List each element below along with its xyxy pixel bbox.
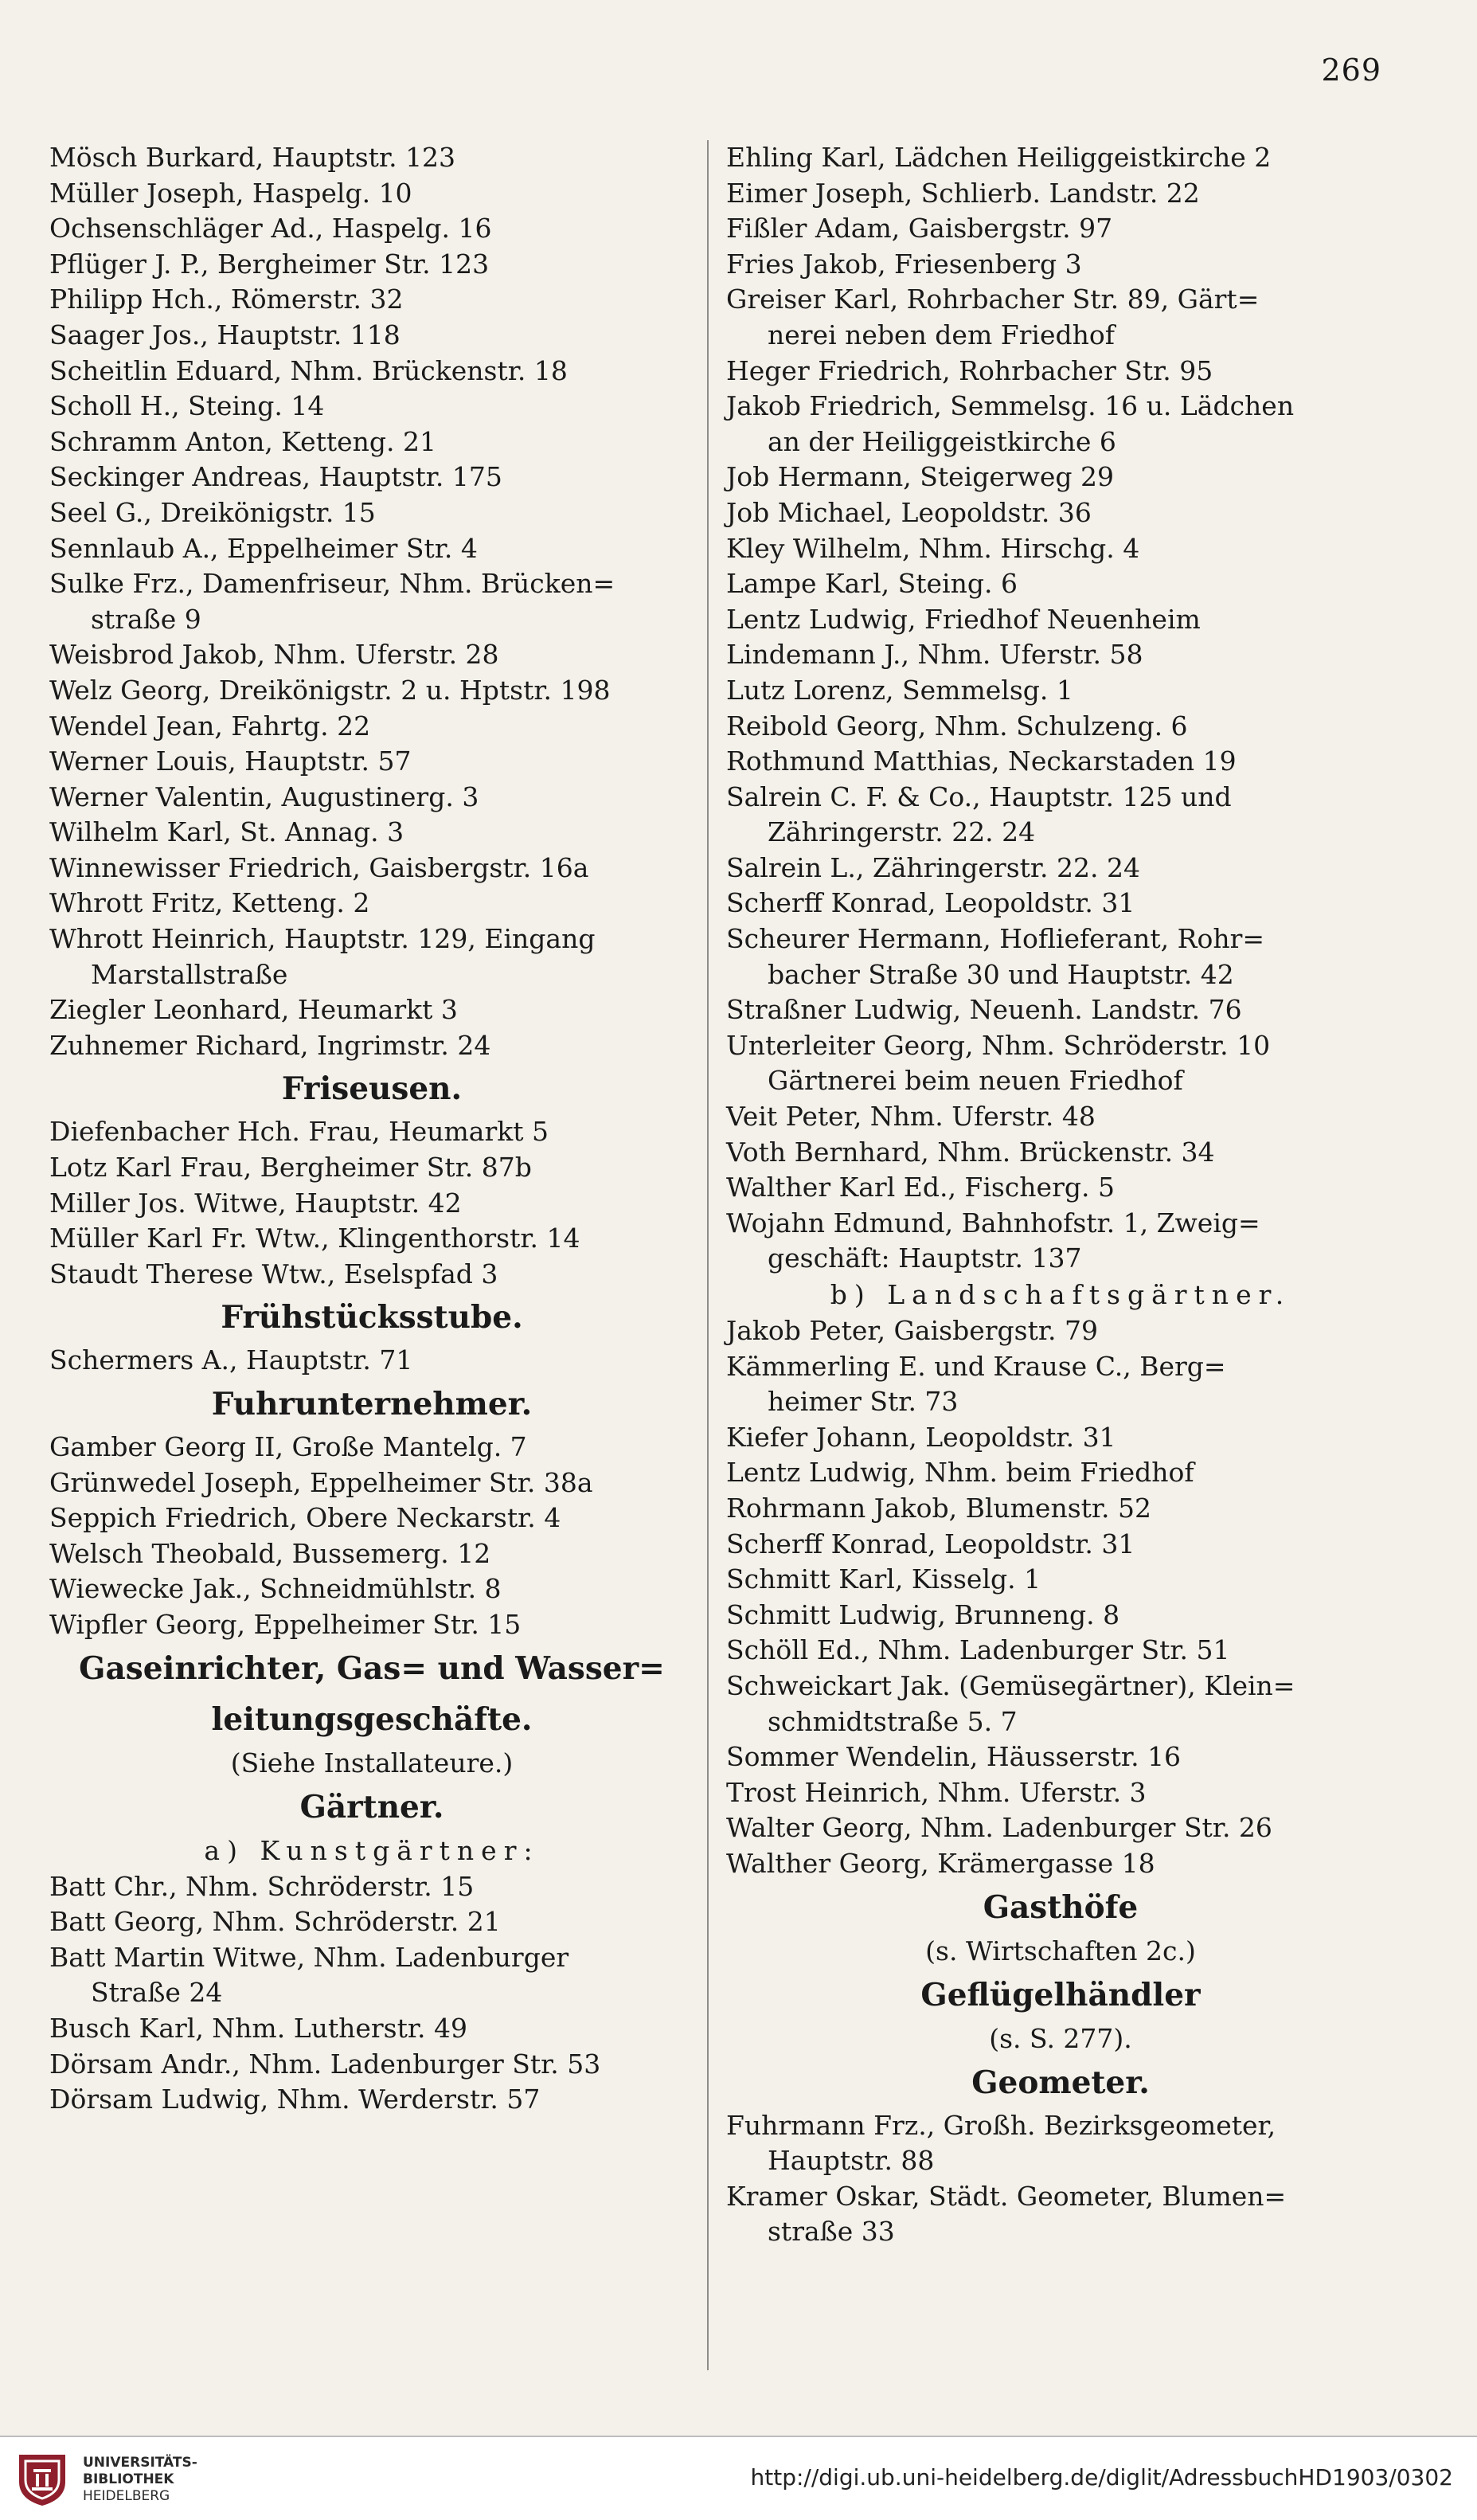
directory-entry: Sommer Wendelin, Häusserstr. 16	[726, 1741, 1182, 1773]
directory-entry: Dörsam Ludwig, Nhm. Werderstr. 57	[49, 2084, 541, 2115]
directory-entry: Scherff Konrad, Leopoldstr. 31	[726, 887, 1135, 919]
directory-entry: Unterleiter Georg, Nhm. Schröderstr. 10	[726, 1029, 1271, 1061]
section-heading: leitungsgeschäfte.	[211, 1700, 533, 1738]
directory-entry: Job Michael, Leopoldstr. 36	[726, 496, 1092, 528]
section-heading: Gärtner.	[299, 1788, 444, 1825]
directory-entry: Fuhrmann Frz., Großh. Bezirksgeometer,	[726, 2109, 1276, 2141]
directory-entry: Weisbrod Jakob, Nhm. Uferstr. 28	[49, 639, 499, 671]
directory-entry-continuation: Marstallstraße	[91, 958, 288, 990]
directory-entry: Voth Bernhard, Nhm. Brückenstr. 34	[726, 1136, 1215, 1168]
library-name-line1: UNIVERSITÄTS-	[83, 2455, 197, 2471]
directory-entry: Salrein C. F. & Co., Hauptstr. 125 und	[726, 781, 1232, 812]
directory-entry: Straßner Ludwig, Neuenh. Landstr. 76	[726, 994, 1242, 1026]
section-heading: Geometer.	[971, 2064, 1150, 2101]
directory-entry: Jakob Peter, Gaisbergstr. 79	[726, 1315, 1098, 1346]
directory-entry: Werner Valentin, Augustinerg. 3	[49, 781, 479, 812]
directory-entry: Lindemann J., Nhm. Uferstr. 58	[726, 639, 1143, 671]
directory-entry-continuation: bacher Straße 30 und Hauptstr. 42	[768, 958, 1234, 990]
directory-entry: Welz Georg, Dreikönigstr. 2 u. Hptstr. 198	[49, 674, 611, 706]
directory-entry: Werner Louis, Hauptstr. 57	[49, 745, 412, 777]
directory-entry: Batt Chr., Nhm. Schröderstr. 15	[49, 1870, 475, 1902]
directory-entry: Greiser Karl, Rohrbacher Str. 89, Gärt=	[726, 284, 1260, 315]
directory-entry: Whrott Heinrich, Hauptstr. 129, Eingang	[49, 923, 596, 955]
library-name-line2: BIBLIOTHEK	[83, 2471, 174, 2487]
directory-entry: Zuhnemer Richard, Ingrimstr. 24	[49, 1029, 491, 1061]
directory-entry: Job Hermann, Steigerweg 29	[726, 461, 1115, 493]
directory-entry: Schöll Ed., Nhm. Ladenburger Str. 51	[726, 1634, 1230, 1666]
column-divider	[707, 140, 709, 2370]
directory-entry: Trost Heinrich, Nhm. Uferstr. 3	[726, 1776, 1147, 1808]
directory-entry: Rohrmann Jakob, Blumenstr. 52	[726, 1492, 1152, 1524]
directory-entry: Schweickart Jak. (Gemüsegärtner), Klein=	[726, 1669, 1295, 1701]
directory-entry: Lotz Karl Frau, Bergheimer Str. 87b	[49, 1152, 532, 1184]
directory-entry: Seel G., Dreikönigstr. 15	[49, 496, 376, 528]
directory-entry-continuation: an der Heiliggeistkirche 6	[768, 425, 1116, 457]
library-name	[83, 2455, 197, 2505]
directory-entry-continuation: geschäft: Hauptstr. 137	[768, 1242, 1082, 1274]
directory-entry: Veit Peter, Nhm. Uferstr. 48	[726, 1101, 1096, 1133]
directory-entry-continuation: straße 9	[91, 603, 201, 635]
directory-entry-continuation: straße 33	[768, 2216, 895, 2248]
directory-entry: Dörsam Andr., Nhm. Ladenburger Str. 53	[49, 2048, 601, 2080]
directory-entry-continuation: Hauptstr. 88	[768, 2145, 935, 2177]
directory-entry: Wilhelm Karl, St. Annag. 3	[49, 816, 404, 848]
directory-entry: Lampe Karl, Steing. 6	[726, 568, 1018, 600]
directory-entry: Schmitt Karl, Kisselg. 1	[726, 1563, 1041, 1595]
section-heading: Fuhrunternehmer.	[211, 1386, 533, 1422]
directory-entry: Staudt Therese Wtw., Eselspfad 3	[49, 1258, 498, 1289]
directory-entry: Batt Martin Witwe, Nhm. Ladenburger	[49, 1941, 569, 1973]
directory-entry: Scherff Konrad, Leopoldstr. 31	[726, 1528, 1135, 1559]
directory-entry: Lentz Ludwig, Friedhof Neuenheim	[726, 603, 1201, 635]
directory-entry: Walther Georg, Krämergasse 18	[726, 1847, 1155, 1879]
directory-entry: Wipfler Georg, Eppelheimer Str. 15	[49, 1608, 522, 1640]
section-subheading: (Siehe Installateure.)	[230, 1747, 514, 1778]
section-heading: Gasthöfe	[983, 1888, 1139, 1926]
directory-entry: Batt Georg, Nhm. Schröderstr. 21	[49, 1906, 501, 1938]
directory-entry-continuation: Straße 24	[91, 1977, 223, 2009]
section-subheading: (s. S. 277).	[989, 2022, 1132, 2054]
directory-entry: Heger Friedrich, Rohrbacher Str. 95	[726, 354, 1213, 386]
directory-entry: Ochsenschläger Ad., Haspelg. 16	[49, 213, 492, 245]
library-name-line3: HEIDELBERG	[83, 2488, 170, 2504]
directory-entry: Diefenbacher Hch. Frau, Heumarkt 5	[49, 1116, 549, 1148]
source-url-link[interactable]: http://digi.ub.uni-heidelberg.de/diglit/AdressbuchHD1903/0302	[750, 2464, 1453, 2491]
directory-entry: Seppich Friedrich, Obere Neckarstr. 4	[49, 1502, 561, 1534]
left-column	[49, 140, 694, 2118]
directory-entry: Wiewecke Jak., Schneidmühlstr. 8	[49, 1573, 502, 1605]
directory-entry: Miller Jos. Witwe, Hauptstr. 42	[49, 1187, 462, 1219]
section-heading: Gaseinrichter, Gas= und Wasser=	[79, 1649, 665, 1687]
directory-entry: Kämmerling E. und Krause C., Berg=	[726, 1350, 1226, 1382]
directory-entry: Fißler Adam, Gaisbergstr. 97	[726, 213, 1113, 245]
directory-entry: Jakob Friedrich, Semmelsg. 16 u. Lädchen	[726, 390, 1295, 422]
directory-entry: Philipp Hch., Römerstr. 32	[49, 284, 404, 315]
directory-entry: Saager Jos., Hauptstr. 118	[49, 319, 401, 350]
directory-entry: Scheurer Hermann, Hoflieferant, Rohr=	[726, 923, 1265, 955]
section-heading: Geflügelhändler	[920, 1976, 1201, 2013]
section-subheading: b) Landschaftsgärtner.	[830, 1279, 1291, 1310]
directory-entry: Walter Georg, Nhm. Ladenburger Str. 26	[726, 1812, 1272, 1844]
directory-entry: Rothmund Matthias, Neckarstaden 19	[726, 745, 1237, 777]
directory-entry: Lentz Ludwig, Nhm. beim Friedhof	[726, 1457, 1194, 1489]
directory-entry: Reibold Georg, Nhm. Schulzeng. 6	[726, 710, 1188, 742]
directory-entry: Schermers A., Hauptstr. 71	[49, 1344, 413, 1376]
directory-entry-continuation: heimer Str. 73	[768, 1386, 959, 1418]
directory-entry: Walther Karl Ed., Fischerg. 5	[726, 1172, 1115, 1203]
directory-entry: Wendel Jean, Fahrtg. 22	[49, 710, 371, 742]
section-heading: Friseusen.	[281, 1070, 463, 1108]
directory-entry: Scheitlin Eduard, Nhm. Brückenstr. 18	[49, 354, 568, 386]
directory-entry: Kramer Oskar, Städt. Geometer, Blumen=	[726, 2180, 1287, 2212]
directory-entry: Ziegler Leonhard, Heumarkt 3	[49, 994, 458, 1026]
directory-entry: Seckinger Andreas, Hauptstr. 175	[49, 461, 502, 493]
directory-entry: Schramm Anton, Ketteng. 21	[49, 425, 437, 457]
directory-entry: Busch Karl, Nhm. Lutherstr. 49	[49, 2012, 468, 2044]
directory-entry: Sulke Frz., Damenfriseur, Nhm. Brücken=	[49, 568, 615, 600]
directory-entry: Lutz Lorenz, Semmelsg. 1	[726, 674, 1073, 706]
directory-entry: Salrein L., Zähringerstr. 22. 24	[726, 851, 1140, 883]
section-subheading: (s. Wirtschaften 2c.)	[925, 1935, 1196, 1966]
directory-entry: Wojahn Edmund, Bahnhofstr. 1, Zweig=	[726, 1207, 1260, 1238]
directory-entry: Kley Wilhelm, Nhm. Hirschg. 4	[726, 532, 1140, 564]
directory-entry: Ehling Karl, Lädchen Heiliggeistkirche 2	[726, 142, 1272, 173]
directory-entry: Sennlaub A., Eppelheimer Str. 4	[49, 532, 478, 564]
directory-entry: Grünwedel Joseph, Eppelheimer Str. 38a	[49, 1466, 593, 1498]
directory-entry: Gamber Georg II, Große Mantelg. 7	[49, 1431, 527, 1462]
directory-entry-continuation: schmidtstraße 5. 7	[768, 1705, 1018, 1737]
directory-entry: Eimer Joseph, Schlierb. Landstr. 22	[726, 177, 1200, 209]
directory-entry-continuation: nerei neben dem Friedhof	[768, 319, 1115, 350]
directory-entry-continuation: Gärtnerei beim neuen Friedhof	[768, 1065, 1183, 1097]
university-library-seal-icon	[14, 2450, 70, 2509]
directory-entry: Müller Karl Fr. Wtw., Klingenthorstr. 14	[49, 1223, 580, 1254]
directory-entry: Fries Jakob, Friesenberg 3	[726, 248, 1082, 280]
section-subheading: a) Kunstgärtner:	[204, 1834, 540, 1866]
directory-entry: Scholl H., Steing. 14	[49, 390, 325, 422]
directory-entry: Schmitt Ludwig, Brunneng. 8	[726, 1598, 1120, 1630]
page-number: 269	[1321, 53, 1381, 88]
right-column	[726, 140, 1395, 2250]
directory-entry-continuation: Zähringerstr. 22. 24	[768, 816, 1036, 848]
directory-entry: Kiefer Johann, Leopoldstr. 31	[726, 1421, 1116, 1453]
section-heading: Frühstücksstube.	[221, 1299, 523, 1336]
directory-entry: Müller Joseph, Haspelg. 10	[49, 177, 412, 209]
directory-entry: Welsch Theobald, Bussemerg. 12	[49, 1537, 491, 1569]
directory-entry: Mösch Burkard, Hauptstr. 123	[49, 142, 456, 173]
directory-entry: Winnewisser Friedrich, Gaisbergstr. 16a	[49, 851, 589, 883]
directory-entry: Whrott Fritz, Ketteng. 2	[49, 887, 370, 919]
footer-bar	[0, 2436, 1477, 2520]
directory-entry: Pflüger J. P., Bergheimer Str. 123	[49, 248, 490, 280]
